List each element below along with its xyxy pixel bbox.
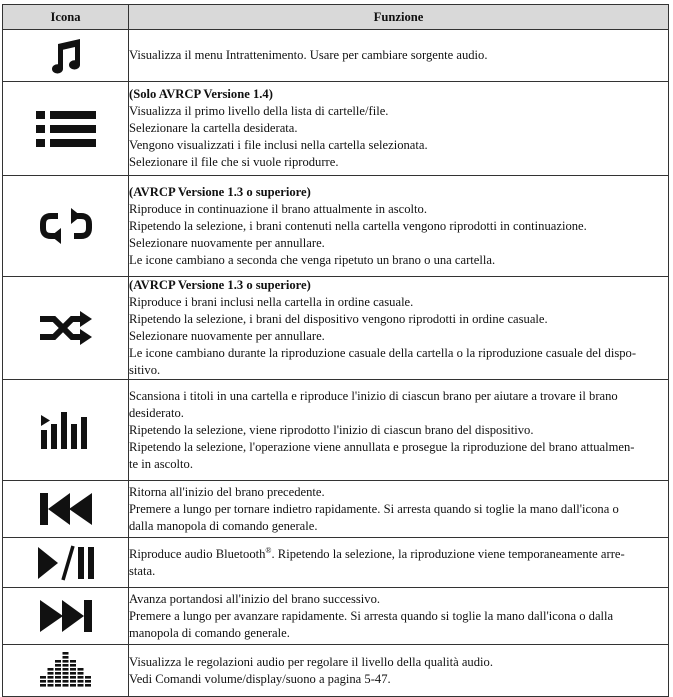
- description-line: Selezionare nuovamente per annullare.: [129, 329, 325, 343]
- version-note: (AVRCP Versione 1.3 o superiore): [129, 184, 311, 199]
- description-line: Selezionare nuovamente per annullare.: [129, 235, 325, 250]
- description-line: desiderato.: [129, 405, 184, 420]
- equalizer-icon: [3, 645, 129, 697]
- description-line: manopola di comando generale.: [129, 625, 290, 640]
- description-line: Visualizza le regolazioni audio per regolare il livello della qualità audio.: [129, 654, 493, 669]
- header-icon: Icona: [3, 5, 129, 30]
- function-description: [129, 588, 669, 645]
- description-line: dalla manopola di comando generale.: [129, 518, 318, 533]
- description-line: Avanza portandosi all'inizio del brano successivo.: [129, 591, 381, 606]
- description-line: Visualizza il menu Intrattenimento. Usare per cambiare sorgente audio.: [129, 48, 488, 62]
- shuffle-icon: [3, 277, 129, 380]
- function-description: [129, 645, 669, 697]
- scan-icon: [3, 380, 129, 481]
- table-row: [3, 645, 669, 697]
- description-line: stata.: [129, 563, 156, 578]
- next-track-icon: [3, 588, 129, 645]
- table-row: [3, 82, 669, 176]
- version-note: (AVRCP Versione 1.3 o superiore): [129, 278, 311, 292]
- function-description: [129, 380, 669, 481]
- function-description: [129, 82, 669, 176]
- previous-track-icon: [3, 481, 129, 538]
- function-table: [2, 4, 669, 697]
- description-line: sitivo.: [129, 363, 161, 377]
- description-line: Ripetendo la selezione, l'operazione viene annullata e prosegue la riproduzione del brano attualmen-: [129, 439, 635, 454]
- description-line: Ritorna all'inizio del brano precedente.: [129, 484, 325, 499]
- version-note: (Solo AVRCP Versione 1.4): [129, 87, 273, 101]
- description-line: Selezionare il file che si vuole riprodurre.: [129, 155, 339, 169]
- header-function: Funzione: [129, 5, 669, 30]
- table-row: [3, 30, 669, 82]
- description-line: Selezionare la cartella desiderata.: [129, 121, 298, 135]
- table-row: [3, 588, 669, 645]
- play-pause-icon: [3, 538, 129, 588]
- header-row: [3, 5, 669, 30]
- table-row: [3, 176, 669, 277]
- function-description: [129, 30, 669, 82]
- description-line: Ripetendo la selezione, i brani del dispositivo vengono riprodotti in ordine casuale.: [129, 312, 548, 326]
- table-row: [3, 380, 669, 481]
- list-icon: [3, 82, 129, 176]
- description-line: Visualizza il primo livello della lista di cartelle/file.: [129, 104, 389, 118]
- description-line: Premere a lungo per avanzare rapidamente. Si arresta quando si toglie la mano dall'icona o dalla: [129, 608, 614, 623]
- table-row: [3, 277, 669, 380]
- repeat-icon: [3, 176, 129, 277]
- function-description: [129, 277, 669, 380]
- description-line: Le icone cambiano a seconda che venga ripetuto un brano o una cartella.: [129, 252, 496, 267]
- function-description: [129, 176, 669, 277]
- music-note-icon: [3, 30, 129, 82]
- description-line: Riproduce audio Bluetooth®. Ripetendo la selezione, la riproduzione viene temporaneamente arre-: [129, 545, 625, 561]
- table-row: [3, 481, 669, 538]
- description-line: Ripetendo la selezione, viene riprodotto l'inizio di ciascun brano del dispositivo.: [129, 422, 534, 437]
- description-line: Riproduce i brani inclusi nella cartella in ordine casuale.: [129, 295, 414, 309]
- description-line: Ripetendo la selezione, i brani contenuti nella cartella vengono riprodotti in continuazione.: [129, 218, 587, 233]
- function-description: [129, 538, 669, 588]
- description-line: te in ascolto.: [129, 456, 194, 471]
- description-line: Vedi Comandi volume/display/suono a pagina 5-47.: [129, 671, 391, 686]
- description-line: Le icone cambiano durante la riproduzione casuale della cartella o la riproduzione casuale del dispo-: [129, 346, 637, 360]
- description-line: Vengono visualizzati i file inclusi nella cartella selezionata.: [129, 138, 428, 152]
- description-line: Scansiona i titoli in una cartella e riproduce l'inizio di ciascun brano per aiutare a trovare il brano: [129, 388, 618, 403]
- description-line: Riproduce in continuazione il brano attualmente in ascolto.: [129, 201, 427, 216]
- description-line: Premere a lungo per tornare indietro rapidamente. Si arresta quando si toglie la mano dall'icona o: [129, 501, 619, 516]
- table-row: [3, 538, 669, 588]
- function-description: [129, 481, 669, 538]
